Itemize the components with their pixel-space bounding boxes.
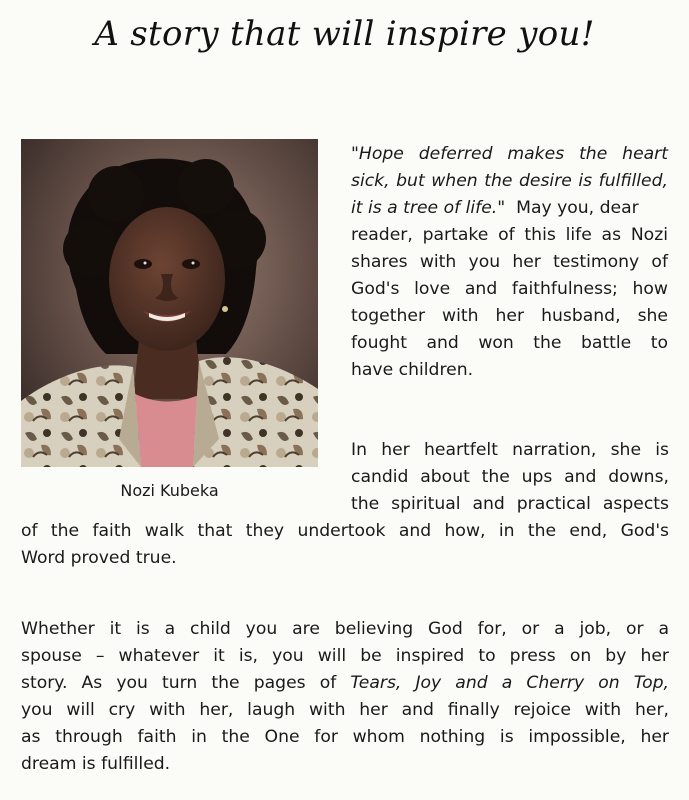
text-line: spouse – whatever it is, you will be inspired to press on by her	[21, 646, 669, 666]
text-line: dream is fulfilled.	[21, 754, 171, 774]
text-line: as through faith in the One for whom nothing is impossible, her	[21, 727, 669, 747]
text-line: the spiritual and practical aspects	[351, 494, 669, 514]
text-line	[351, 195, 668, 222]
text-line: fought and won the battle to	[351, 333, 668, 353]
page-title: A story that will inspire you!	[94, 14, 595, 54]
closing-paragraph	[21, 616, 669, 778]
text-line: God's love and faithfulness; how	[351, 279, 668, 299]
author-photo	[21, 139, 318, 467]
text-line: Whether it is a child you are believing God for, or a job, or a	[21, 619, 669, 639]
photo-caption: Nozi Kubeka	[120, 481, 219, 500]
narration-paragraph	[21, 437, 669, 572]
text-line	[21, 670, 669, 697]
quote-continuation: May you, dear	[516, 198, 639, 218]
quote-end: it is a tree of life."	[351, 198, 506, 218]
book-title: Tears, Joy and a Cherry on Top,	[350, 673, 669, 693]
text-segment: story. As you turn the pages of	[21, 673, 337, 693]
quote-paragraph	[351, 141, 668, 384]
text-line: sick, but when the desire is fulfilled,	[351, 171, 668, 191]
text-line: candid about the ups and downs,	[351, 467, 669, 487]
text-line: you will cry with her, laugh with her and finally rejoice with her,	[21, 700, 669, 720]
text-line: "Hope deferred makes the heart	[351, 144, 668, 164]
text-line: together with her husband, she	[351, 306, 668, 326]
text-line: have children.	[351, 360, 474, 380]
text-line: shares with you her testimony of	[351, 252, 668, 272]
text-line: Word proved true.	[21, 548, 177, 568]
text-line: of the faith walk that they undertook and how, in the end, God's	[21, 521, 669, 541]
text-line: In her heartfelt narration, she is	[351, 440, 669, 460]
text-line: reader, partake of this life as Nozi	[351, 225, 668, 245]
